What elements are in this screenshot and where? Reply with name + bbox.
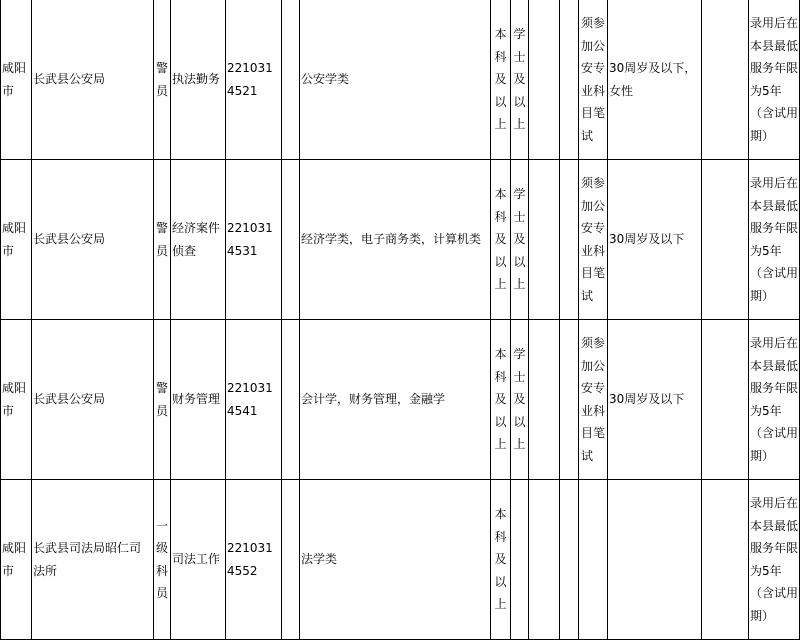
empty-cell bbox=[560, 160, 579, 320]
education-cell: 本科及以上 bbox=[491, 480, 511, 640]
position-type-cell: 一级科员 bbox=[154, 480, 171, 640]
major-cell: 法学类 bbox=[300, 480, 491, 640]
position-code-cell: 2210314521 bbox=[226, 0, 282, 160]
unit-cell: 长武县公安局 bbox=[32, 320, 154, 480]
education-cell: 本科及以上 bbox=[491, 0, 511, 160]
empty-cell bbox=[529, 160, 560, 320]
position-code-cell: 2210314541 bbox=[226, 320, 282, 480]
position-type-cell: 警员 bbox=[154, 0, 171, 160]
position-type-cell: 警员 bbox=[154, 320, 171, 480]
major-cell: 公安学类 bbox=[300, 0, 491, 160]
exam-requirement-cell: 须参加公安专业科目笔试 bbox=[579, 0, 608, 160]
degree-cell: 学士及以上 bbox=[511, 160, 529, 320]
city-cell: 咸阳市 bbox=[1, 320, 32, 480]
notes-cell: 录用后在本县最低服务年限为5年（含试用期） bbox=[749, 480, 800, 640]
education-cell: 本科及以上 bbox=[491, 160, 511, 320]
empty-cell bbox=[560, 320, 579, 480]
position-name-cell: 财务管理 bbox=[171, 320, 226, 480]
degree-cell: 学士及以上 bbox=[511, 0, 529, 160]
empty-cell bbox=[560, 0, 579, 160]
education-cell: 本科及以上 bbox=[491, 320, 511, 480]
notes-cell: 录用后在本县最低服务年限为5年（含试用期） bbox=[749, 320, 800, 480]
empty-cell bbox=[702, 160, 749, 320]
city-cell: 咸阳市 bbox=[1, 160, 32, 320]
city-cell: 咸阳市 bbox=[1, 0, 32, 160]
empty-cell bbox=[529, 480, 560, 640]
table-row bbox=[1, 0, 800, 160]
position-code-cell: 2210314552 bbox=[226, 480, 282, 640]
position-name-cell: 执法勤务 bbox=[171, 0, 226, 160]
empty-cell bbox=[702, 480, 749, 640]
degree-cell bbox=[511, 480, 529, 640]
empty-cell bbox=[702, 320, 749, 480]
table-row bbox=[1, 160, 800, 320]
position-name-cell: 经济案件侦查 bbox=[171, 160, 226, 320]
empty-cell bbox=[560, 480, 579, 640]
position-type-cell: 警员 bbox=[154, 160, 171, 320]
exam-requirement-cell: 须参加公安专业科目笔试 bbox=[579, 160, 608, 320]
unit-cell: 长武县公安局 bbox=[32, 0, 154, 160]
empty-cell bbox=[702, 0, 749, 160]
exam-requirement-cell bbox=[579, 480, 608, 640]
major-cell: 会计学，财务管理，金融学 bbox=[300, 320, 491, 480]
table-row bbox=[1, 320, 800, 480]
empty-cell bbox=[529, 320, 560, 480]
other-requirement-cell bbox=[608, 480, 702, 640]
exam-requirement-cell: 须参加公安专业科目笔试 bbox=[579, 320, 608, 480]
major-cell: 经济学类，电子商务类，计算机类 bbox=[300, 160, 491, 320]
notes-cell: 录用后在本县最低服务年限为5年（含试用期） bbox=[749, 160, 800, 320]
degree-cell: 学士及以上 bbox=[511, 320, 529, 480]
empty-cell bbox=[282, 480, 300, 640]
empty-cell bbox=[282, 160, 300, 320]
other-requirement-cell: 30周岁及以下 bbox=[608, 160, 702, 320]
empty-cell bbox=[529, 0, 560, 160]
city-cell: 咸阳市 bbox=[1, 480, 32, 640]
notes-cell: 录用后在本县最低服务年限为5年（含试用期） bbox=[749, 0, 800, 160]
position-name-cell: 司法工作 bbox=[171, 480, 226, 640]
other-requirement-cell: 30周岁及以下 bbox=[608, 320, 702, 480]
other-requirement-cell: 30周岁及以下，女性 bbox=[608, 0, 702, 160]
table-row bbox=[1, 480, 800, 640]
unit-cell: 长武县公安局 bbox=[32, 160, 154, 320]
position-code-cell: 2210314531 bbox=[226, 160, 282, 320]
unit-cell: 长武县司法局昭仁司法所 bbox=[32, 480, 154, 640]
empty-cell bbox=[282, 320, 300, 480]
empty-cell bbox=[282, 0, 300, 160]
